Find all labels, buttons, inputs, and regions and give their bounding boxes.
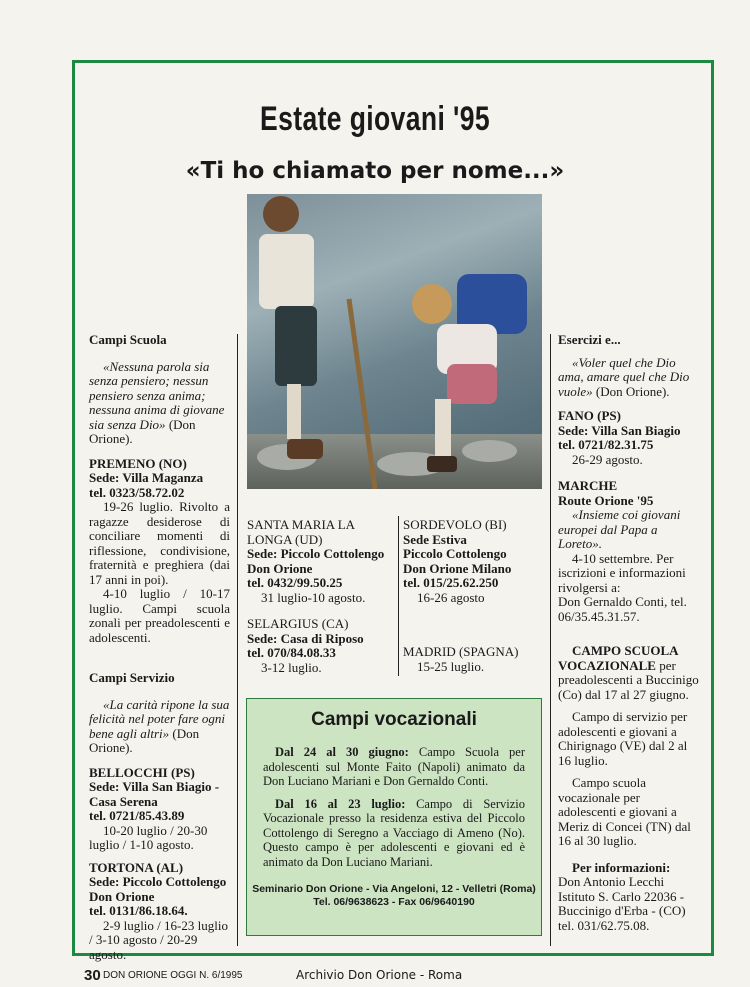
bellocchi-dates: 10-20 luglio / 20-30 luglio / 1-10 agosto. — [89, 822, 208, 852]
premeno-heading: PREMENO (NO) — [89, 455, 187, 471]
fano-sede: Sede: Villa San Biagio — [558, 422, 681, 438]
sordevolo-sede1: Sede Estiva — [403, 531, 467, 547]
column-rule-center — [398, 516, 399, 676]
selargius-tel: tel. 070/84.08.33 — [247, 645, 336, 660]
tortona-dates: 2-9 luglio / 16-23 luglio / 3-10 agosto / 20-29 agosto. — [89, 917, 228, 962]
fano-heading: FANO (PS) — [558, 408, 621, 423]
premeno-text2: 4-10 luglio / 10-17 luglio. Campi scuola zonali per preadolescenti e adolescenti. — [89, 586, 230, 645]
campo-vocazionale: CAMPO SCUOLA VOCAZIONALE per preadolescenti a Buccinigo (Co) dal 17 al 27 giugno. — [558, 643, 699, 702]
tortona-tel: tel. 0131/86.18.64. — [89, 903, 188, 918]
premeno-text1: 19-26 luglio. Rivolto a ragazze desiderose di conciliare momenti di riflessione, condivisione, fraternità e preghiera (dai 17 anni in poi). — [89, 499, 230, 587]
premeno-tel: tel. 0323/58.72.02 — [89, 484, 185, 500]
esercizi-heading: Esercizi e... — [558, 332, 621, 347]
photo-children-hiking — [247, 194, 542, 489]
fano-dates: 26-29 agosto. — [572, 451, 643, 467]
santa-maria-dates: 31 luglio-10 agosto. — [261, 589, 366, 605]
info-text: Don Antonio Lecchi Istituto S. Carlo 22036 - Buccinigo d'Erba - (CO) tel. 031/62.75.08. — [558, 874, 686, 933]
box-paragraph-1: Dal 24 al 30 giugno: Campo Scuola per adolescenti sul Monte Faito (Napoli) animato da Don Luciano Mariani e Don Gernaldo Conti. — [263, 745, 525, 788]
campi-vocazionali-title: Campi vocazionali — [311, 709, 477, 730]
magazine-issue: DON ORIONE OGGI N. 6/1995 — [103, 970, 243, 981]
marche-text: 4-10 settembre. Per iscrizioni e informazioni rivolgersi a: — [558, 550, 686, 595]
info-heading: Per informazioni: — [572, 859, 671, 875]
page-title: Estate giovani '95 — [259, 100, 491, 138]
marche-quote: «Insieme coi giovani europei dal Papa a Loreto». — [558, 507, 681, 551]
fano-tel: tel. 0721/82.31.75 — [558, 437, 654, 452]
box-paragraph-2: Dal 16 al 23 luglio: Campo di Servizio Vocazionale presso la residenza estiva del Piccolo Cottolengo di Seregno a Vacciago di Ameno (No). Questo campo è per adolescenti e giovani ed è animato da Don Luciano Mariani. — [263, 796, 525, 869]
bellocchi-heading: BELLOCCHI (PS) — [89, 764, 195, 780]
left-column — [89, 333, 230, 962]
campo-scuola-meriz: Campo scuola vocazionale per adolescenti e giovani a Meriz di Concei (TN) dal 16 al 30 luglio. — [558, 775, 691, 848]
premeno-sede: Sede: Villa Maganza — [89, 470, 204, 485]
tortona-heading: TORTONA (AL) — [89, 859, 184, 875]
santa-maria-sede: Sede: Piccolo Cottolengo Don Orione — [247, 546, 385, 576]
sordevolo-dates: 16-26 agosto — [417, 589, 485, 605]
campi-servizio-quote: «La carità ripone la sua felicità nel poter fare ogni bene agli altri» (Don Orione). — [89, 696, 230, 755]
campi-vocazionali-box — [246, 698, 542, 936]
sordevolo-sede3: Don Orione Milano — [403, 560, 512, 576]
selargius-dates: 3-12 luglio. — [261, 659, 322, 675]
tortona-sede: Sede: Piccolo Cottolengo Don Orione — [89, 874, 227, 904]
marche-contact: Don Gernaldo Conti, tel. 06/35.45.31.57. — [558, 594, 687, 624]
sordevolo-tel: tel. 015/25.62.250 — [403, 575, 499, 590]
madrid-dates: 15-25 luglio. — [417, 658, 485, 674]
campi-scuola-quote: «Nessuna parola sia senza pensiero; nessun pensiero senza anima; nessuna anima di giovane sia senza Dio» (Don Orione). — [89, 358, 225, 446]
center-right-column — [403, 518, 543, 674]
sordevolo-heading: SORDEVOLO (BI) — [403, 517, 507, 532]
madrid-heading: MADRID (SPAGNA) — [403, 644, 519, 659]
page-subtitle: «Ti ho chiamato per nome...» — [185, 158, 565, 184]
esercizi-quote: «Voler quel che Dio ama, amare quel che Dio vuole» (Don Orione). — [558, 354, 690, 399]
campo-servizio-chirignago: Campo di servizio per adolescenti e giovani a Chirignago (VE) dal 2 al 16 luglio. — [558, 709, 688, 768]
campi-servizio-heading: Campi Servizio — [89, 670, 175, 685]
campi-scuola-heading: Campi Scuola — [89, 332, 167, 347]
marche-route: Route Orione '95 — [558, 492, 654, 508]
box-footer: Seminario Don Orione - Via Angeloni, 12 - Velletri (Roma) Tel. 06/9638623 - Fax 06/9640190 — [252, 883, 536, 908]
selargius-sede: Sede: Casa di Riposo — [247, 630, 364, 646]
column-rule-left — [237, 334, 238, 946]
column-rule-right — [550, 334, 551, 946]
sordevolo-sede2: Piccolo Cottolengo — [403, 546, 507, 561]
marche-heading: MARCHE — [558, 478, 618, 493]
center-left-column — [247, 518, 392, 675]
selargius-heading: SELARGIUS (CA) — [247, 616, 349, 631]
santa-maria-heading: SANTA MARIA LA LONGA (UD) — [247, 517, 355, 547]
archive-credit: Archivio Don Orione - Roma — [296, 968, 463, 982]
right-column — [558, 333, 700, 933]
bellocchi-tel: tel. 0721/85.43.89 — [89, 808, 185, 823]
santa-maria-tel: tel. 0432/99.50.25 — [247, 575, 343, 590]
page-number: 30 — [84, 967, 101, 984]
bellocchi-sede: Sede: Villa San Biagio - Casa Serena — [89, 779, 220, 809]
